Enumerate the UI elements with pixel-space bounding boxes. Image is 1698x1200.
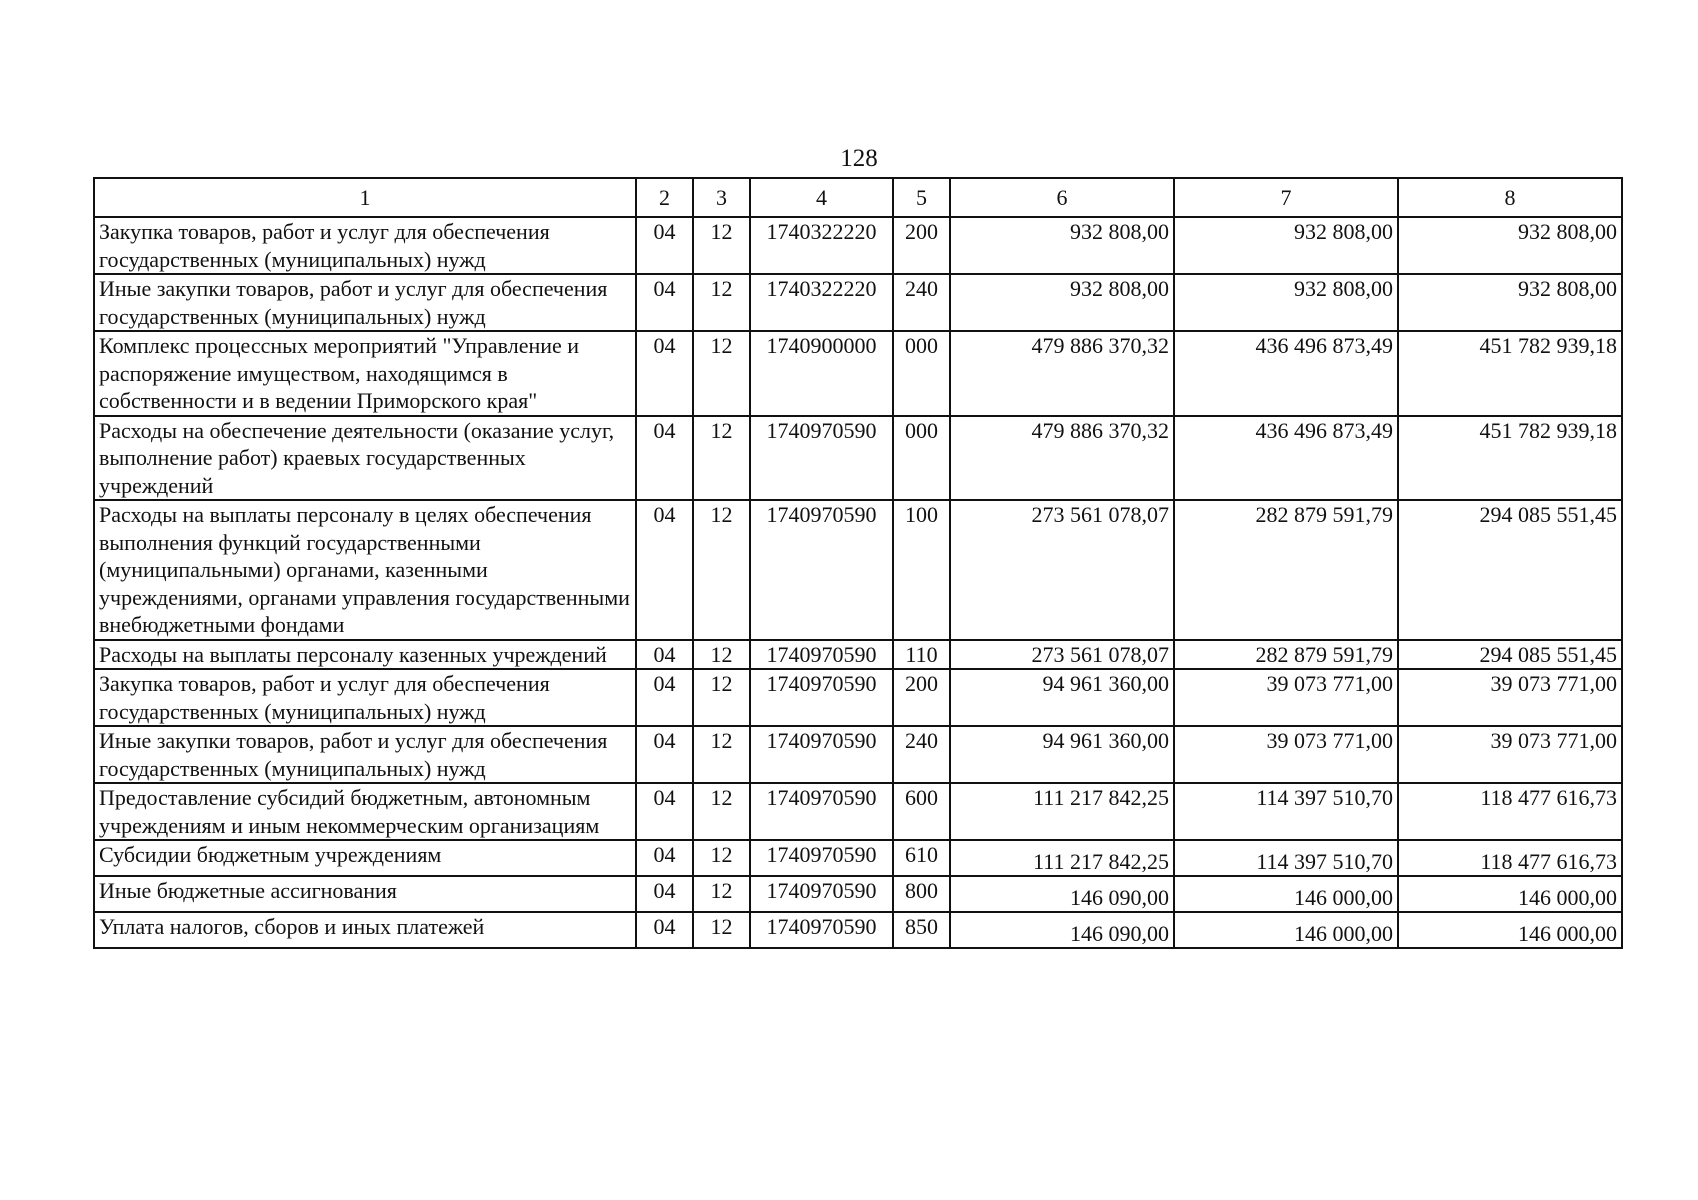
code-cell: 1740322220: [750, 274, 893, 331]
code-cell: 12: [693, 912, 750, 948]
amount-cell: 294 085 551,45: [1398, 640, 1622, 670]
code-cell: 850: [893, 912, 950, 948]
code-cell: 12: [693, 331, 750, 416]
code-cell: 04: [636, 876, 693, 912]
code-cell: 12: [693, 726, 750, 783]
code-cell: 1740970590: [750, 640, 893, 670]
expense-name-cell: Расходы на обеспечение деятельности (оказание услуг, выполнение работ) краевых государственных учреждений: [94, 416, 636, 501]
code-cell: 12: [693, 217, 750, 274]
code-cell: 1740900000: [750, 331, 893, 416]
amount-cell: 451 782 939,18: [1398, 416, 1622, 501]
amount-cell: 932 808,00: [1398, 217, 1622, 274]
code-cell: 600: [893, 783, 950, 840]
amount-cell: 146 000,00: [1174, 876, 1398, 912]
amount-cell: 114 397 510,70: [1174, 840, 1398, 876]
amount-cell: 39 073 771,00: [1398, 726, 1622, 783]
code-cell: 12: [693, 416, 750, 501]
amount-cell: 146 000,00: [1398, 876, 1622, 912]
code-cell: 1740970590: [750, 416, 893, 501]
amount-cell: 436 496 873,49: [1174, 331, 1398, 416]
expense-name-cell: Субсидии бюджетным учреждениям: [94, 840, 636, 876]
column-header: 3: [693, 178, 750, 217]
amount-cell: 118 477 616,73: [1398, 783, 1622, 840]
code-cell: 800: [893, 876, 950, 912]
amount-cell: 94 961 360,00: [950, 726, 1174, 783]
amount-cell: 294 085 551,45: [1398, 500, 1622, 640]
expense-name-cell: Иные бюджетные ассигнования: [94, 876, 636, 912]
code-cell: 12: [693, 876, 750, 912]
amount-cell: 282 879 591,79: [1174, 500, 1398, 640]
amount-cell: 479 886 370,32: [950, 331, 1174, 416]
code-cell: 100: [893, 500, 950, 640]
code-cell: 000: [893, 416, 950, 501]
amount-cell: 39 073 771,00: [1174, 669, 1398, 726]
expense-name-cell: Уплата налогов, сборов и иных платежей: [94, 912, 636, 948]
table-row: [94, 500, 1622, 640]
column-header: 4: [750, 178, 893, 217]
column-header: 5: [893, 178, 950, 217]
amount-cell: 273 561 078,07: [950, 640, 1174, 670]
code-cell: 240: [893, 274, 950, 331]
code-cell: 12: [693, 500, 750, 640]
expense-name-cell: Иные закупки товаров, работ и услуг для обеспечения государственных (муниципальных) нужд: [94, 726, 636, 783]
code-cell: 04: [636, 500, 693, 640]
amount-cell: 94 961 360,00: [950, 669, 1174, 726]
code-cell: 1740970590: [750, 912, 893, 948]
table-row: [94, 669, 1622, 726]
column-header: 2: [636, 178, 693, 217]
code-cell: 1740970590: [750, 876, 893, 912]
code-cell: 04: [636, 783, 693, 840]
expense-name-cell: Иные закупки товаров, работ и услуг для обеспечения государственных (муниципальных) нужд: [94, 274, 636, 331]
amount-cell: 114 397 510,70: [1174, 783, 1398, 840]
budget-table: [93, 177, 1623, 949]
amount-cell: 39 073 771,00: [1174, 726, 1398, 783]
code-cell: 1740970590: [750, 783, 893, 840]
code-cell: 1740970590: [750, 500, 893, 640]
expense-name-cell: Комплекс процессных мероприятий "Управление и распоряжение имуществом, находящимся в собственности и в ведении Приморского края": [94, 331, 636, 416]
code-cell: 12: [693, 274, 750, 331]
amount-cell: 282 879 591,79: [1174, 640, 1398, 670]
code-cell: 200: [893, 217, 950, 274]
amount-cell: 451 782 939,18: [1398, 331, 1622, 416]
column-header: 8: [1398, 178, 1622, 217]
code-cell: 04: [636, 331, 693, 416]
amount-cell: 932 808,00: [1174, 217, 1398, 274]
amount-cell: 146 090,00: [950, 876, 1174, 912]
table-row: [94, 274, 1622, 331]
code-cell: 04: [636, 912, 693, 948]
header-row: [94, 178, 1622, 217]
table-row: [94, 416, 1622, 501]
code-cell: 1740970590: [750, 669, 893, 726]
code-cell: 1740970590: [750, 726, 893, 783]
code-cell: 04: [636, 840, 693, 876]
code-cell: 12: [693, 669, 750, 726]
amount-cell: 111 217 842,25: [950, 840, 1174, 876]
expense-name-cell: Предоставление субсидий бюджетным, автономным учреждениям и иным некоммерческим организациям: [94, 783, 636, 840]
table-row: [94, 876, 1622, 912]
code-cell: 04: [636, 274, 693, 331]
table-row: [94, 783, 1622, 840]
code-cell: 12: [693, 783, 750, 840]
code-cell: 04: [636, 416, 693, 501]
expense-name-cell: Закупка товаров, работ и услуг для обеспечения государственных (муниципальных) нужд: [94, 217, 636, 274]
table-row: [94, 331, 1622, 416]
amount-cell: 932 808,00: [1398, 274, 1622, 331]
code-cell: 04: [636, 726, 693, 783]
table-row: [94, 217, 1622, 274]
amount-cell: 146 000,00: [1174, 912, 1398, 948]
code-cell: 610: [893, 840, 950, 876]
expense-name-cell: Расходы на выплаты персоналу в целях обеспечения выполнения функций государственными (муниципальными) органами, казенными учреждениями, органами управления государственными внебюджетными фондами: [94, 500, 636, 640]
table-row: [94, 840, 1622, 876]
page-number: 128: [840, 145, 878, 172]
amount-cell: 118 477 616,73: [1398, 840, 1622, 876]
column-header: 7: [1174, 178, 1398, 217]
amount-cell: 273 561 078,07: [950, 500, 1174, 640]
expense-name-cell: Закупка товаров, работ и услуг для обеспечения государственных (муниципальных) нужд: [94, 669, 636, 726]
code-cell: 110: [893, 640, 950, 670]
code-cell: 12: [693, 840, 750, 876]
table-row: [94, 726, 1622, 783]
amount-cell: 39 073 771,00: [1398, 669, 1622, 726]
expense-name-cell: Расходы на выплаты персоналу казенных учреждений: [94, 640, 636, 670]
column-header: 1: [94, 178, 636, 217]
amount-cell: 932 808,00: [950, 274, 1174, 331]
column-header: 6: [950, 178, 1174, 217]
code-cell: 1740322220: [750, 217, 893, 274]
code-cell: 04: [636, 217, 693, 274]
code-cell: 200: [893, 669, 950, 726]
table-row: [94, 912, 1622, 948]
amount-cell: 932 808,00: [950, 217, 1174, 274]
code-cell: 12: [693, 640, 750, 670]
amount-cell: 146 000,00: [1398, 912, 1622, 948]
code-cell: 04: [636, 669, 693, 726]
amount-cell: 932 808,00: [1174, 274, 1398, 331]
table-row: [94, 640, 1622, 670]
amount-cell: 146 090,00: [950, 912, 1174, 948]
code-cell: 04: [636, 640, 693, 670]
amount-cell: 436 496 873,49: [1174, 416, 1398, 501]
code-cell: 1740970590: [750, 840, 893, 876]
amount-cell: 479 886 370,32: [950, 416, 1174, 501]
code-cell: 240: [893, 726, 950, 783]
code-cell: 000: [893, 331, 950, 416]
amount-cell: 111 217 842,25: [950, 783, 1174, 840]
